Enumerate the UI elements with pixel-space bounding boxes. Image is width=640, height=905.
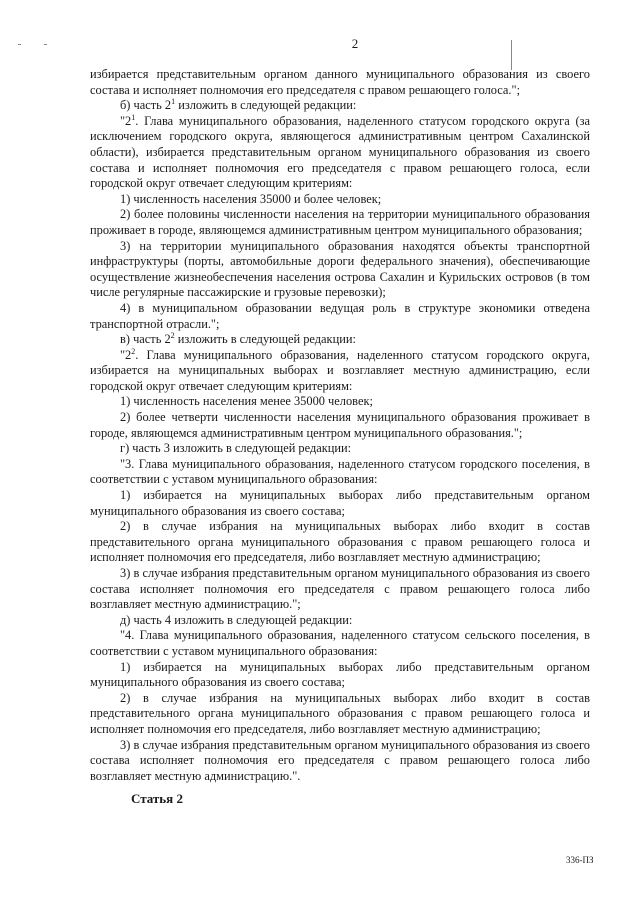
- paragraph: 2) более четверти численности населения муниципального образования проживает в городе, являющемся административным центром муниципального образования.";: [90, 410, 590, 440]
- paragraph: 2) более половины численности населения на территории муниципального образования проживает в городе, являющемся административным центром муниципального образования;: [90, 207, 590, 237]
- paragraph: избирается представительным органом данного муниципального образования из своего состава и исполняет полномочия его председателя с правом решающего голоса.";: [90, 67, 590, 97]
- article-heading: Статья 2: [131, 791, 183, 806]
- document-body: [90, 67, 590, 784]
- paragraph: 1) избирается на муниципальных выборах либо представительным органом муниципального образования из своего состава;: [90, 659, 590, 690]
- paragraph: б) часть $2^1$ изложить в следующей редакции:: [120, 97, 357, 113]
- paragraph: 2) в случае избрания на муниципальных выборах либо входит в состав представительного органа муниципального образования с правом решающего голоса и исполняет полномочия его председателя, либо возглавляет местную администрацию;: [90, 690, 590, 736]
- paragraph: 1) численность населения 35000 и более человек;: [120, 191, 382, 206]
- paragraph: 1) избирается на муниципальных выборах либо представительным органом муниципального образования из своего состава;: [90, 488, 590, 518]
- paragraph: д) часть 4 изложить в следующей редакции:: [120, 612, 353, 627]
- paragraph: 4) в муниципальном образовании ведущая роль в структуре экономики отведена транспортной отрасли.";: [90, 300, 590, 331]
- document-code: 336-ПЗ: [566, 855, 594, 865]
- paragraph: 3) в случае избрания представительным органом муниципального образования из своего состава исполняет полномочия его председателя с правом решающего голоса либо возглавляет местную администрацию.";: [90, 566, 590, 612]
- paragraph: 2) в случае избрания на муниципальных выборах либо входит в состав представительного органа муниципального образования с правом решающего голоса и исполняет полномочия его председателя, либо возглавляет местную администрацию;: [90, 519, 590, 565]
- paragraph: "$2^1$. Глава муниципального образования, наделенного статусом городского округа (за исключением городского округа, являющегося административным центром Сахалинской области), избирается представительным органом муниципального образования из своего состава и исполняет полномочия его председателя с правом решающего голоса, если городской округ отвечает следующим критериям:: [90, 112, 590, 191]
- paragraph: "$2^2$. Глава муниципального образования, наделенного статусом городского округа, избирается на муниципальных выборах и возглавляет местную администрацию, если городской округ отвечает следующим критериям:: [90, 346, 590, 393]
- paragraph: г) часть 3 изложить в следующей редакции:: [120, 441, 352, 456]
- paragraph: "3. Глава муниципального образования, наделенного статусом городского поселения, в соответствии с уставом муниципального образования:: [90, 456, 590, 487]
- paragraph: в) часть $2^2$ изложить в следующей редакции:: [120, 331, 356, 347]
- paragraph: 3) в случае избрания представительным органом муниципального образования из своего состава исполняет полномочия его председателя с правом решающего голоса либо возглавляет местную администрацию.".: [90, 737, 590, 783]
- paragraph: 1) численность населения менее 35000 человек;: [120, 394, 373, 409]
- paragraph: "4. Глава муниципального образования, наделенного статусом сельского поселения, в соответствии с уставом муниципального образования:: [90, 628, 590, 658]
- page-number: 2: [351, 36, 359, 51]
- paragraph: 3) на территории муниципального образования находятся объекты транспортной инфраструктуры (порты, автомобильные дороги федерального значения), обеспечивающие осуществление жизнеобеспечения населения острова Сахалин и Курильских островов (в том числе регулярные пассажирские и грузовые перевозки);: [90, 238, 590, 300]
